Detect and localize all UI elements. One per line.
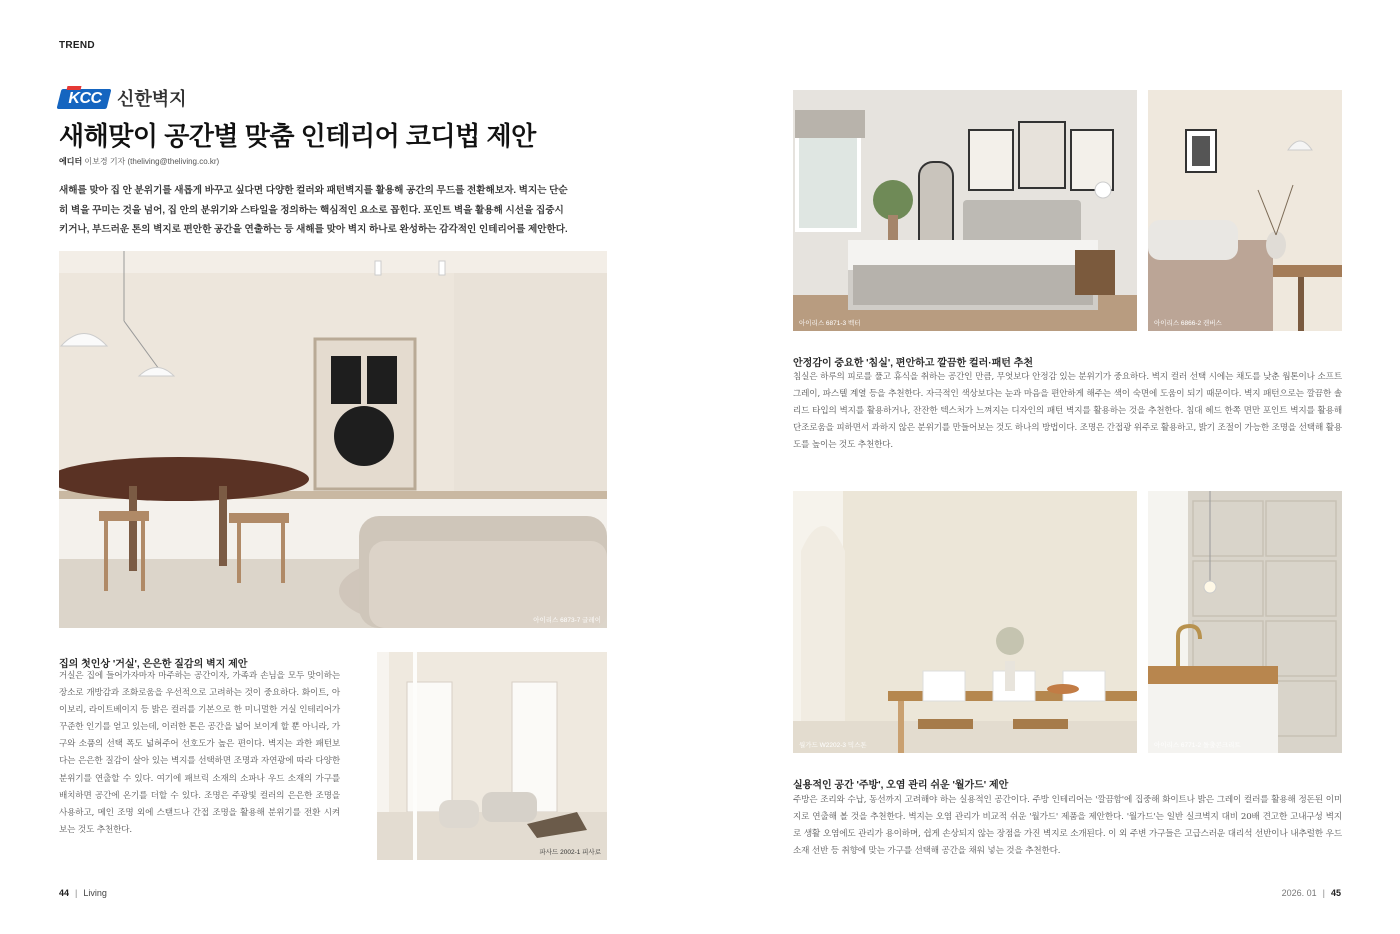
lead-paragraph: 새해를 맞아 집 안 분위기를 새롭게 바꾸고 싶다면 다양한 컬러와 패턴벽지를 활용해 공간의 무드를 전환해보자. 벽지는 단순히 벽을 꾸미는 것을 넘어, 집 안의 분위기와 스타일을 정의하는 핵심적인 요소로 꼽힌다. 포인트 벽을 활용해 시선을 집중시키거나, 부드러운 톤의 벽지로 편안한 공간을 연출하는 등 새해를 맞아 벽지 하나로 완성하는 감각적인 인테리어를 제안한다. (59, 185, 568, 235)
brand-name: 신한벽지 (117, 89, 187, 109)
kcc-logo: KCC (59, 86, 109, 110)
bedroom-heading: 안정감이 중요한 '침실', 편안하고 깔끔한 컬러·패턴 추천 (793, 358, 1034, 369)
footer-right: 2026. 01 | 45 (1281, 888, 1341, 898)
bedroom-photo2-caption: 아이리스 6866-2 캔버스 (1154, 320, 1222, 327)
footer-left: 44 | Living (59, 888, 107, 898)
bedroom-photo (793, 90, 1137, 331)
kitchen-photo1-caption: 월가드 W2202-3 믹스톤 (799, 742, 867, 749)
kitchen-body: 주방은 조리와 수납, 동선까지 고려해야 하는 실용적인 공간이다. 주방 인테리어는 '깔끔함'에 집중해 화이트나 밝은 그레이 컬러를 활용해 정돈된 이미지로 연출해 볼 것을 추천한다. 벽지는 오염 관리가 비교적 쉬운 '월가드' 제품을 제안한다. '월가드'는 일반 실크벽지 대비 20배 견고한 고내구성 벽지로 생활 오염에도 관리가 용이하며, 쉽게 손상되지 않는 장점을 가진 벽지로 소개된다. 이 외 주변 가구들은 고급스러운 대리석 선반이나 내추럴한 우드 소재 선반 등 취향에 맞는 가구를 선택해 공간을 채워 넣는 것을 추천한다. (793, 795, 1342, 857)
kitchen-photo2-caption: 아이리스 6771-2 돌출콘크리트 (1154, 742, 1241, 749)
issue-date: 2026. 01 (1281, 888, 1317, 898)
kitchen-photo (793, 491, 1137, 753)
living-room-photo (59, 251, 607, 628)
living-photo-caption: 아이리스 6873-7 글레이 (533, 617, 601, 624)
bedroom-body: 침실은 하루의 피로를 풀고 휴식을 취하는 공간인 만큼, 무엇보다 안정감 있는 분위기가 중요하다. 벽지 컬러 선택 시에는 채도를 낮춘 웜톤이나 소프트그레이, 파스텔 계열 등을 추천한다. 자극적인 색상보다는 눈과 마음을 편안하게 해주는 색이 숙면에 도움이 되기 때문이다. 벽지 패턴으로는 깔끔한 솔리드 타입의 벽지를 활용하거나, 잔잔한 텍스처가 느껴지는 디자인의 패턴 벽지를 활용하는 것을 추천한다. 침대 헤드 한쪽 면만 포인트 벽지를 활용해 단조로움을 피하면서 과하지 않은 분위기를 만들어보는 것도 하나의 방법이다. 조명은 간접광 위주로 활용하고, 밝기 조절이 가능한 조명을 선택해 활용도를 높이는 것도 추천한다. (793, 372, 1342, 451)
byline (59, 156, 219, 167)
living-heading: 집의 첫인상 '거실', 은은한 질감의 벽지 제안 (59, 659, 248, 670)
page-title: 새해맞이 공간별 맞춤 인테리어 코디법 제안 (59, 121, 536, 151)
section-label: TREND (59, 40, 95, 51)
bedroom-photo1-caption: 아이리스 6871-3 벡터 (799, 320, 861, 327)
right-page-number: 45 (1330, 888, 1341, 898)
left-page-number: 44 (59, 888, 70, 898)
living-room-small-photo (377, 652, 607, 860)
bedroom-detail-photo (1148, 90, 1342, 331)
brand-header (59, 86, 187, 110)
byline-label: 에디터 (59, 157, 83, 166)
byline-name: 이보경 기자 (theliving@theliving.co.kr) (84, 157, 220, 166)
kitchen-heading: 실용적인 공간 '주방', 오염 관리 쉬운 '월가드' 제안 (793, 780, 1009, 791)
living-small-photo-caption: 파사드 2002-1 피사로 (539, 849, 601, 856)
living-body: 거실은 집에 들어가자마자 마주하는 공간이자, 가족과 손님을 모두 맞이하는 장소로 개방감과 조화로움을 우선적으로 고려하는 것이 중요하다. 화이트, 아이보리, 라이트베이지 등 밝은 컬러를 기본으로 한 미니멀한 거실 인테리어가 꾸준한 인기를 얻고 있는데, 이러한 톤은 공간을 넓어 보이게 할 뿐 아니라, 가구와 소품의 선택 폭도 넓혀주어 선호도가 높은 편이다. 벽지는 과한 패턴보다는 은은한 질감이 살아 있는 벽지를 선택하면 조명과 자연광에 따라 다양한 분위기를 연출할 수 있다. 여기에 패브릭 소재의 소파나 우드 소재의 가구를 배치하면 공간에 온기를 더할 수 있다. 조명은 주광빛 컬러의 은은한 조명을 사용하고, 메인 조명 외에 스탠드나 간접 조명을 활용해 분위기를 전환 시켜보는 것도 추천한다. (59, 671, 340, 835)
magazine-name: Living (83, 888, 107, 898)
kitchen-detail-photo (1148, 491, 1342, 753)
